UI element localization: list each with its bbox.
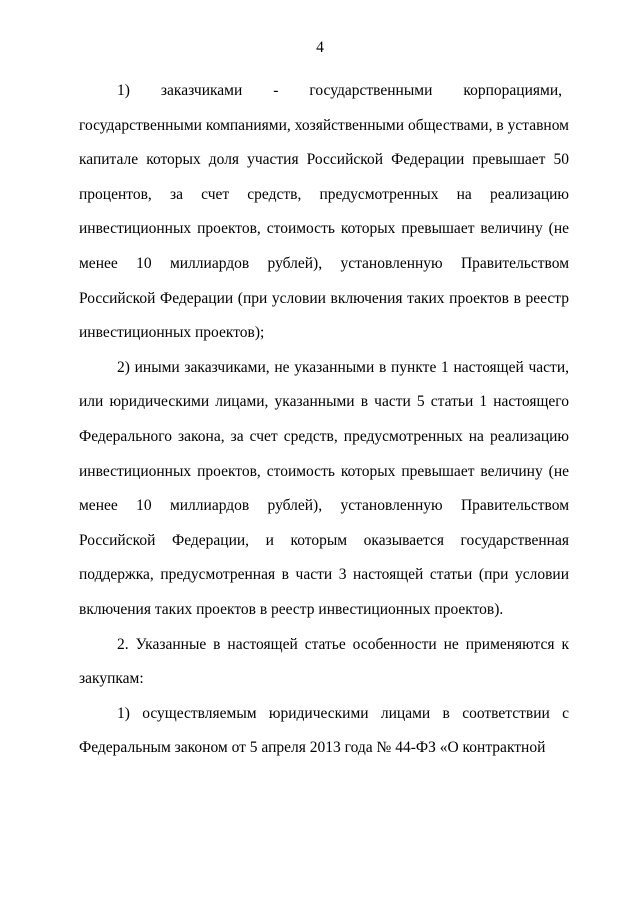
paragraph-section-2-item-1: 1) осуществляемым юридическими лицами в соответствии с Федеральным законом от 5 апреля 2013 года № 44-ФЗ «О контрактной [79,704,569,757]
paragraph-item-2: 2) иными заказчиками, не указанными в пункте 1 настоящей части, или юридическими лицами, указанными в части 5 статьи 1 настоящего Федерального закона, за счет средств, предусмотренных на реализацию инвестиционных проектов, стоимость которых превышает величину (не менее 10 миллиардов рублей), установленную Правительством Российской Федерации, и которым оказывается государственная поддержка, предусмотренная в части 3 настоящей статьи (при условии включения таких проектов в реестр инвестиционных проектов). [79,358,569,618]
document-body [79,74,569,766]
paragraph-item-1: 1) заказчиками - государственными корпорациями, государственными компаниями, хозяйственными обществами, в уставном капитале которых доля участия Российской Федерации превышает 50 процентов, за счет средств, предусмотренных на реализацию инвестиционных проектов, стоимость которых превышает величину (не менее 10 миллиардов рублей), установленную Правительством Российской Федерации (при условии включения таких проектов в реестр инвестиционных проектов); [79,82,569,342]
paragraph-section-2: 2. Указанные в настоящей статье особенности не применяются к закупкам: [79,635,569,688]
page-number: 4 [316,39,324,56]
